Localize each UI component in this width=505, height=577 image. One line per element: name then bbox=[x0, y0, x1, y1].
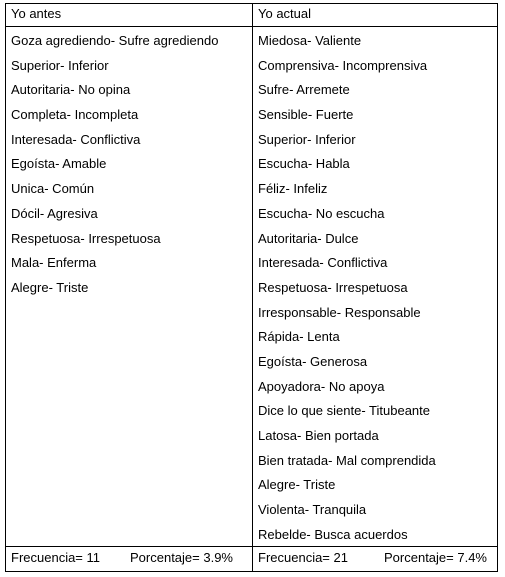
list-item-actual: Apoyadora- No apoya bbox=[258, 378, 385, 394]
list-item-antes: Goza agrediendo- Sufre agrediendo bbox=[11, 33, 219, 48]
list-item-actual: Sufre- Arremete bbox=[258, 82, 350, 98]
porcentaje-actual: Porcentaje= 7.4% bbox=[384, 550, 487, 565]
list-item-actual: Egoísta- Generosa bbox=[258, 353, 368, 369]
list-item-actual: Superior- Inferior bbox=[258, 131, 356, 147]
list-item-antes: Unica- Común bbox=[11, 181, 95, 197]
list-item-actual: Miedosa- Valiente bbox=[258, 33, 362, 48]
list-item-actual: Dice lo que siente- Titubeante bbox=[258, 403, 430, 419]
list-item-actual: Sensible- Fuerte bbox=[258, 107, 354, 123]
comparison-table bbox=[5, 3, 498, 572]
frecuencia-actual: Frecuencia= 21 bbox=[258, 550, 348, 565]
column-divider bbox=[252, 4, 253, 571]
list-item-actual: Escucha- Habla bbox=[258, 156, 350, 172]
list-item-actual: Comprensiva- Incomprensiva bbox=[258, 57, 428, 73]
list-item-actual: Bien tratada- Mal comprendida bbox=[258, 452, 436, 468]
list-item-actual: Rápida- Lenta bbox=[258, 329, 340, 345]
list-item-antes: Alegre- Triste bbox=[11, 279, 89, 295]
list-item-actual: Escucha- No escucha bbox=[258, 205, 385, 221]
list-item-actual: Latosa- Bien portada bbox=[258, 428, 379, 443]
header-yo-actual: Yo actual bbox=[258, 6, 312, 21]
list-item-actual: Rebelde- Busca acuerdos bbox=[258, 526, 408, 542]
list-item-antes: Completa- Incompleta bbox=[11, 107, 139, 123]
yo-actual-list bbox=[258, 29, 436, 547]
yo-antes-list bbox=[11, 29, 218, 301]
list-item-antes: Dócil- Agresiva bbox=[11, 205, 98, 221]
list-item-antes: Autoritaria- No opina bbox=[11, 82, 131, 98]
list-item-actual: Respetuosa- Irrespetuosa bbox=[258, 279, 408, 295]
list-item-actual: Violenta- Tranquila bbox=[258, 502, 367, 518]
list-item-actual: Interesada- Conflictiva bbox=[258, 255, 388, 271]
list-item-antes: Superior- Inferior bbox=[11, 57, 109, 73]
list-item-actual: Alegre- Triste bbox=[258, 477, 336, 493]
frecuencia-antes: Frecuencia= 11 bbox=[11, 550, 101, 565]
list-item-antes: Respetuosa- Irrespetuosa bbox=[11, 230, 161, 246]
list-item-antes: Interesada- Conflictiva bbox=[11, 131, 141, 147]
list-item-actual: Autoritaria- Dulce bbox=[258, 230, 359, 246]
list-item-antes: Egoísta- Amable bbox=[11, 156, 107, 172]
header-divider bbox=[6, 26, 497, 27]
porcentaje-antes: Porcentaje= 3.9% bbox=[130, 550, 233, 565]
list-item-antes: Mala- Enferma bbox=[11, 255, 97, 271]
list-item-actual: Féliz- Infeliz bbox=[258, 181, 328, 197]
list-item-actual: Irresponsable- Responsable bbox=[258, 304, 421, 320]
header-yo-antes: Yo antes bbox=[11, 6, 62, 21]
